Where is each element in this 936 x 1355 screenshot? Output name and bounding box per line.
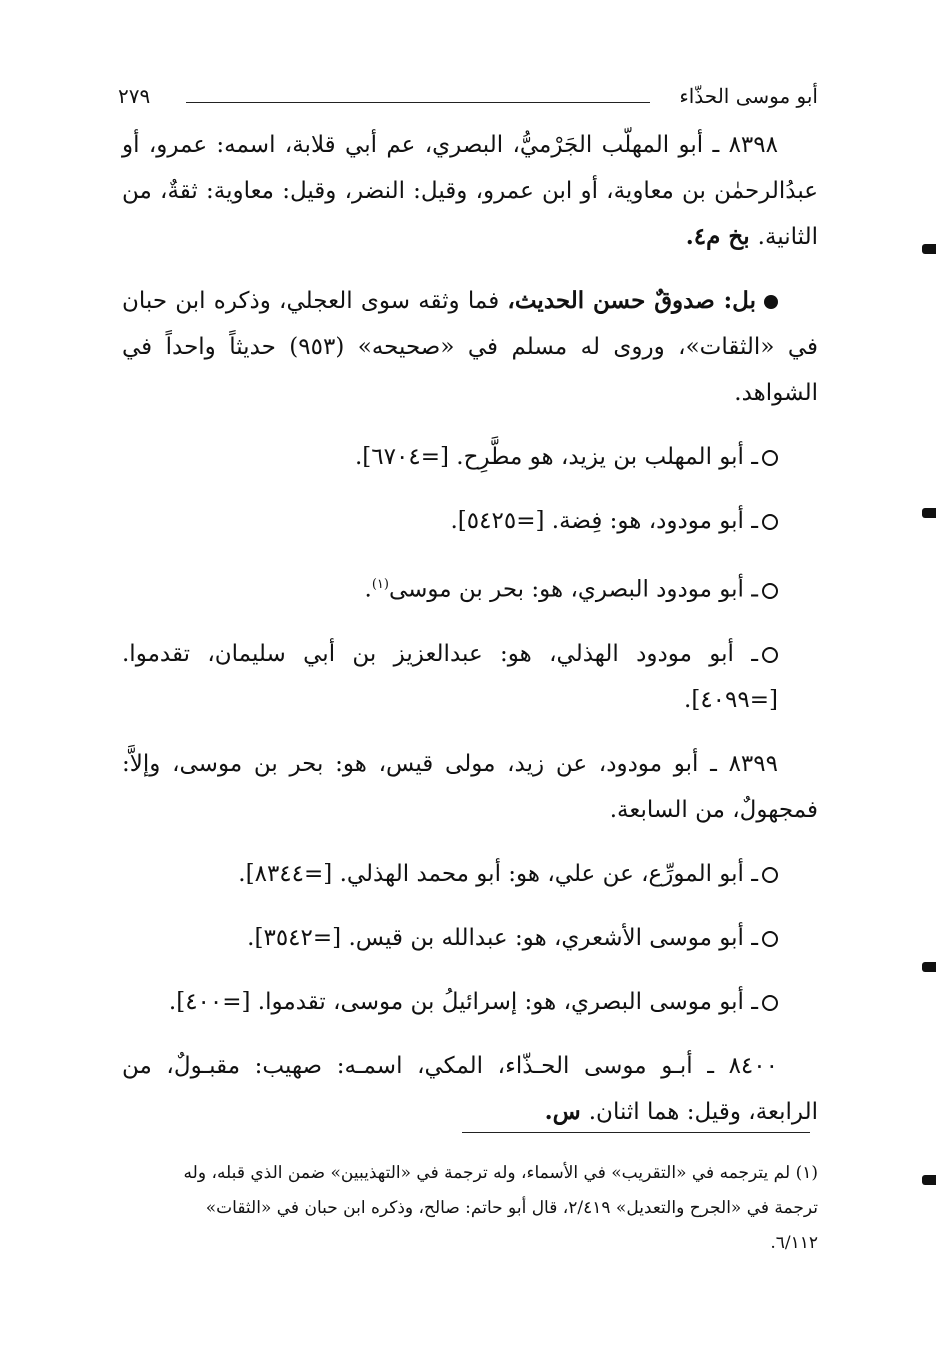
- cross-reference: ـ أبو المورِّع، عن علي، هو: أبو محمد الهذلي. [=٨٣٤٤].: [122, 851, 818, 897]
- footnote: [122, 1156, 818, 1261]
- margin-mark: [922, 1175, 936, 1185]
- source-codes: بخ م٤.: [685, 223, 758, 250]
- cross-reference: ـ أبو مودود الهذلي، هو: عبدالعزيز بن أبي سليمان، تقدموا. [=٤٠٩٩].: [122, 640, 778, 713]
- running-title: أبو موسى الحذّاء: [679, 84, 818, 108]
- entry-8400: ٨٤٠٠ ـ أبـو موسى الحـذّاء، المكي، اسمـه: صهيب: مقبـولٌ، من الرابعة، وقيل: هما اثنان. س.: [122, 1052, 818, 1125]
- cross-reference: ـ أبو المهلب بن يزيد، هو مطَّرِح. [=٦٧٠٤].: [122, 434, 818, 480]
- margin-mark: [922, 508, 936, 518]
- circle-icon: [762, 931, 778, 947]
- header-rule: [186, 102, 650, 103]
- footnote-line: ترجمة في «الجرح والتعديل» ٢/٤١٩، قال أبو حاتم: صالح، وذكره ابن حبان في «الثقات»: [205, 1198, 818, 1218]
- editor-comment: بل: صدوقٌ حسن الحديث، فما وثقه سوى العجلي، وذكره ابن حبان في «الثقات»، وروى له مسلم في «صحيحه» (٩٥٣) حديثاً واحداً في الشواهد.: [122, 287, 818, 406]
- bullet-icon: [764, 295, 778, 309]
- margin-mark: [922, 962, 936, 972]
- circle-icon: [762, 647, 778, 663]
- cross-reference: ـ أبو مودود البصري، هو: بحر بن موسى$^{(١)}$.: [122, 562, 818, 613]
- page-number: ٢٧٩: [118, 84, 151, 108]
- page-header: [118, 84, 818, 114]
- circle-icon: [762, 583, 778, 599]
- footnote-line: (١) لم يترجمه في «التقريب» في الأسماء، وله ترجمة في «التهذيبين» ضمن الذي قبله، وله: [183, 1163, 818, 1183]
- cross-reference: ـ أبو موسى الأشعري، هو: عبدالله بن قيس. [=٣٥٤٢].: [122, 915, 818, 961]
- circle-icon: [762, 995, 778, 1011]
- page-body: [122, 122, 818, 1135]
- cross-reference: ـ أبو موسى البصري، هو: إسرائيلُ بن موسى، تقدموا. [=٤٠٠].: [122, 979, 818, 1025]
- circle-icon: [762, 867, 778, 883]
- circle-icon: [762, 450, 778, 466]
- footnote-marker[interactable]: (١): [371, 577, 389, 592]
- circle-icon: [762, 514, 778, 530]
- entry-8398: ٨٣٩٨ ـ أبو المهلّب الجَرْميُّ، البصري، عم أبي قلابة، اسمه: عمرو، أو عبدُالرحمٰن بن معاوية، أو ابن عمرو، وقيل: النضر، وقيل: معاوية: ثقةٌ، من الثانية. بخ م٤.: [122, 132, 818, 250]
- footnote-line: ٦/١١٢.: [770, 1233, 818, 1253]
- margin-mark: [922, 244, 936, 254]
- cross-reference: ـ أبو مودود، هو: فِضة. [=٥٤٢٥].: [122, 498, 818, 544]
- source-codes: س.: [544, 1097, 589, 1125]
- entry-8399: ٨٣٩٩ ـ أبو مودود، عن زيد، مولى قيس، هو: بحر بن موسى، وإلاَّ: فمجهولٌ، من السابعة.: [122, 750, 818, 823]
- footnote-rule: [462, 1132, 810, 1133]
